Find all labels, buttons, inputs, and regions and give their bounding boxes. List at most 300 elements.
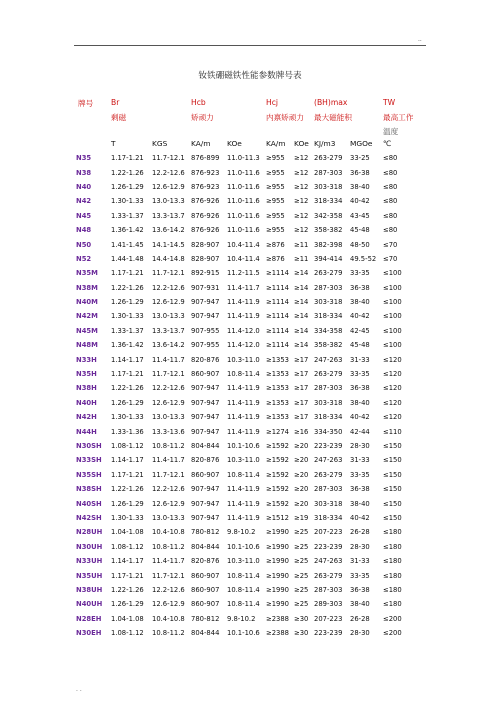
bhmax-mgoe-cell: 26-28 xyxy=(350,614,370,623)
table-row xyxy=(76,424,416,438)
header-br-cn: 剩磁 xyxy=(111,113,127,122)
br-tesla-cell: 1.17-1.21 xyxy=(111,154,144,163)
grade-cell: N33H xyxy=(76,355,97,364)
table-row xyxy=(76,439,416,453)
hcj-koe-cell: ≥16 xyxy=(294,427,309,436)
bhmax-mgoe-cell: 28-30 xyxy=(350,629,370,638)
hcb-kam-cell: 907-955 xyxy=(191,326,220,335)
max-temp-cell: ≤100 xyxy=(383,269,402,278)
hcb-koe-cell: 10.3-11.0 xyxy=(227,557,260,566)
hcb-kam-cell: 820-876 xyxy=(191,355,220,364)
bhmax-kjm3-cell: 289-303 xyxy=(314,600,343,609)
max-temp-cell: ≤100 xyxy=(383,298,402,307)
header-hcb: Hcb xyxy=(191,98,206,107)
table-row xyxy=(76,626,416,640)
bhmax-mgoe-cell: 36-38 xyxy=(350,168,370,177)
hcb-kam-cell: 876-923 xyxy=(191,168,220,177)
hcj-kam-cell: ≥1990 xyxy=(266,600,289,609)
br-kgs-cell: 12.6-12.9 xyxy=(152,499,185,508)
hcj-koe-cell: ≥20 xyxy=(294,499,309,508)
max-temp-cell: ≤80 xyxy=(383,197,398,206)
bhmax-kjm3-cell: 303-318 xyxy=(314,398,343,407)
max-temp-cell: ≤120 xyxy=(383,398,402,407)
hcb-koe-cell: 11.4-12.0 xyxy=(227,326,260,335)
br-kgs-cell: 11.4-11.7 xyxy=(152,456,185,465)
max-temp-cell: ≤180 xyxy=(383,585,402,594)
br-tesla-cell: 1.33-1.36 xyxy=(111,427,144,436)
max-temp-cell: ≤150 xyxy=(383,499,402,508)
table-row xyxy=(76,511,416,525)
hcj-kam-cell: ≥1990 xyxy=(266,585,289,594)
hcb-kam-cell: 804-844 xyxy=(191,629,220,638)
hcj-koe-cell: ≥12 xyxy=(294,154,309,163)
br-kgs-cell: 12.6-12.9 xyxy=(152,182,185,191)
hcj-koe-cell: ≥14 xyxy=(294,326,309,335)
bhmax-kjm3-cell: 263-279 xyxy=(314,571,343,580)
bhmax-kjm3-cell: 334-350 xyxy=(314,427,343,436)
br-kgs-cell: 11.4-11.7 xyxy=(152,355,185,364)
unit-hcj-kam: KA/m xyxy=(266,139,286,148)
header-hcb-cn: 矫顽力 xyxy=(191,113,214,122)
hcb-kam-cell: 876-923 xyxy=(191,182,220,191)
bhmax-kjm3-cell: 382-398 xyxy=(314,240,343,249)
document-title: 钕铁硼磁铁性能参数牌号表 xyxy=(198,71,302,81)
header-tw-cn-2: 温度 xyxy=(383,127,399,136)
br-kgs-cell: 11.7-12.1 xyxy=(152,370,185,379)
hcb-koe-cell: 10.4-11.4 xyxy=(227,240,260,249)
grade-cell: N35M xyxy=(76,269,98,278)
br-tesla-cell: 1.44-1.48 xyxy=(111,254,144,263)
hcj-kam-cell: ≥1592 xyxy=(266,456,289,465)
grade-cell: N40UH xyxy=(76,600,103,609)
grade-cell: N38 xyxy=(76,168,92,177)
hcb-koe-cell: 11.4-11.9 xyxy=(227,312,260,321)
hcb-koe-cell: 11.4-11.7 xyxy=(227,283,260,292)
table-row xyxy=(76,453,416,467)
bhmax-mgoe-cell: 36-38 xyxy=(350,485,370,494)
max-temp-cell: ≤70 xyxy=(383,240,398,249)
header-grade: 牌号 xyxy=(78,99,94,108)
hcj-koe-cell: ≥12 xyxy=(294,182,309,191)
br-tesla-cell: 1.26-1.29 xyxy=(111,182,144,191)
hcj-koe-cell: ≥14 xyxy=(294,298,309,307)
bhmax-mgoe-cell: 31-33 xyxy=(350,557,370,566)
br-kgs-cell: 13.6-14.2 xyxy=(152,226,185,235)
br-tesla-cell: 1.22-1.26 xyxy=(111,283,144,292)
hcb-koe-cell: 11.4-11.9 xyxy=(227,413,260,422)
max-temp-cell: ≤180 xyxy=(383,542,402,551)
header-mark: .. xyxy=(418,36,422,43)
br-kgs-cell: 10.8-11.2 xyxy=(152,542,185,551)
max-temp-cell: ≤120 xyxy=(383,413,402,422)
table-row xyxy=(76,180,416,194)
br-tesla-cell: 1.08-1.12 xyxy=(111,542,144,551)
hcb-koe-cell: 10.1-10.6 xyxy=(227,629,260,638)
hcj-koe-cell: ≥14 xyxy=(294,341,309,350)
hcb-kam-cell: 907-947 xyxy=(191,312,220,321)
br-tesla-cell: 1.14-1.17 xyxy=(111,456,144,465)
max-temp-cell: ≤100 xyxy=(383,326,402,335)
max-temp-cell: ≤150 xyxy=(383,442,402,450)
max-temp-cell: ≤80 xyxy=(383,211,398,220)
max-temp-cell: ≤100 xyxy=(383,312,402,321)
br-tesla-cell: 1.26-1.29 xyxy=(111,600,144,609)
grade-cell: N48M xyxy=(76,341,98,350)
hcj-koe-cell: ≥20 xyxy=(294,485,309,494)
br-kgs-cell: 13.3-13.6 xyxy=(152,427,185,436)
bhmax-kjm3-cell: 394-414 xyxy=(314,254,343,263)
hcj-koe-cell: ≥19 xyxy=(294,513,309,522)
grade-cell: N35 xyxy=(76,154,92,163)
bhmax-mgoe-cell: 40-42 xyxy=(350,513,370,522)
hcb-kam-cell: 907-947 xyxy=(191,413,220,422)
hcj-kam-cell: ≥876 xyxy=(266,240,285,249)
hcb-kam-cell: 828-907 xyxy=(191,240,220,249)
hcb-kam-cell: 876-899 xyxy=(191,154,220,163)
bhmax-mgoe-cell: 38-40 xyxy=(350,298,370,307)
table-row xyxy=(76,281,416,295)
hcb-koe-cell: 10.1-10.6 xyxy=(227,442,260,450)
hcj-koe-cell: ≥25 xyxy=(294,571,309,580)
grade-cell: N42M xyxy=(76,312,98,321)
grade-cell: N50 xyxy=(76,240,92,249)
bhmax-mgoe-cell: 33-35 xyxy=(350,269,370,278)
grade-cell: N48 xyxy=(76,226,92,235)
hcb-kam-cell: 780-812 xyxy=(191,614,220,623)
table-row xyxy=(76,583,416,597)
br-tesla-cell: 1.22-1.26 xyxy=(111,168,144,177)
br-tesla-cell: 1.26-1.29 xyxy=(111,298,144,307)
bhmax-mgoe-cell: 33-35 xyxy=(350,470,370,479)
hcb-kam-cell: 860-907 xyxy=(191,585,220,594)
br-tesla-cell: 1.04-1.08 xyxy=(111,614,144,623)
bhmax-mgoe-cell: 45-48 xyxy=(350,341,370,350)
bhmax-kjm3-cell: 247-263 xyxy=(314,557,343,566)
bhmax-mgoe-cell: 40-42 xyxy=(350,197,370,206)
br-kgs-cell: 12.2-12.6 xyxy=(152,585,185,594)
bhmax-kjm3-cell: 287-303 xyxy=(314,168,343,177)
max-temp-cell: ≤70 xyxy=(383,254,398,263)
bhmax-kjm3-cell: 223-239 xyxy=(314,442,343,450)
bhmax-mgoe-cell: 40-42 xyxy=(350,413,370,422)
hcj-koe-cell: ≥12 xyxy=(294,226,309,235)
hcb-kam-cell: 876-926 xyxy=(191,211,220,220)
bhmax-mgoe-cell: 42-45 xyxy=(350,326,370,335)
br-tesla-cell: 1.33-1.37 xyxy=(111,326,144,335)
hcj-kam-cell: ≥2388 xyxy=(266,629,289,638)
br-tesla-cell: 1.41-1.45 xyxy=(111,240,144,249)
table-row xyxy=(76,338,416,352)
max-temp-cell: ≤100 xyxy=(383,283,402,292)
table-row xyxy=(76,266,416,280)
hcj-koe-cell: ≥14 xyxy=(294,312,309,321)
bhmax-mgoe-cell: 38-40 xyxy=(350,182,370,191)
table-row xyxy=(76,151,416,165)
br-kgs-cell: 12.2-12.6 xyxy=(152,283,185,292)
hcb-koe-cell: 10.3-11.0 xyxy=(227,456,260,465)
br-tesla-cell: 1.30-1.33 xyxy=(111,197,144,206)
bhmax-kjm3-cell: 318-334 xyxy=(314,197,343,206)
bhmax-mgoe-cell: 28-30 xyxy=(350,542,370,551)
hcj-kam-cell: ≥1990 xyxy=(266,557,289,566)
hcb-koe-cell: 10.1-10.6 xyxy=(227,542,260,551)
max-temp-cell: ≤120 xyxy=(383,370,402,379)
hcj-kam-cell: ≥1990 xyxy=(266,542,289,551)
hcb-koe-cell: 10.8-11.4 xyxy=(227,571,260,580)
hcj-kam-cell: ≥955 xyxy=(266,226,285,235)
bhmax-kjm3-cell: 207-223 xyxy=(314,614,343,623)
br-tesla-cell: 1.22-1.26 xyxy=(111,585,144,594)
hcj-kam-cell: ≥876 xyxy=(266,254,285,263)
bhmax-mgoe-cell: 31-33 xyxy=(350,355,370,364)
max-temp-cell: ≤150 xyxy=(383,456,402,465)
table-row xyxy=(76,410,416,424)
table-row xyxy=(76,165,416,179)
bhmax-kjm3-cell: 287-303 xyxy=(314,283,343,292)
header-hcj: Hcj xyxy=(266,98,278,107)
hcj-kam-cell: ≥955 xyxy=(266,168,285,177)
hcj-kam-cell: ≥1512 xyxy=(266,513,289,522)
hcb-koe-cell: 10.4-11.4 xyxy=(227,254,260,263)
table-row xyxy=(76,237,416,251)
br-tesla-cell: 1.17-1.21 xyxy=(111,269,144,278)
hcb-kam-cell: 907-947 xyxy=(191,384,220,393)
hcj-kam-cell: ≥1990 xyxy=(266,571,289,580)
br-tesla-cell: 1.17-1.21 xyxy=(111,571,144,580)
hcj-kam-cell: ≥1990 xyxy=(266,528,289,537)
header-tw-cn: 最高工作 xyxy=(383,113,414,122)
hcj-koe-cell: ≥17 xyxy=(294,413,309,422)
bhmax-mgoe-cell: 43-45 xyxy=(350,211,370,220)
hcb-kam-cell: 907-947 xyxy=(191,398,220,407)
bhmax-kjm3-cell: 287-303 xyxy=(314,585,343,594)
bhmax-kjm3-cell: 358-382 xyxy=(314,226,343,235)
hcb-kam-cell: 804-844 xyxy=(191,542,220,551)
hcj-koe-cell: ≥30 xyxy=(294,629,309,638)
unit-hcb-koe: KOe xyxy=(227,139,242,148)
hcj-kam-cell: ≥2388 xyxy=(266,614,289,623)
hcj-kam-cell: ≥955 xyxy=(266,197,285,206)
hcb-koe-cell: 11.4-11.9 xyxy=(227,398,260,407)
table-row xyxy=(76,396,416,410)
bhmax-kjm3-cell: 263-279 xyxy=(314,470,343,479)
hcb-koe-cell: 9.8-10.2 xyxy=(227,528,256,537)
hcj-kam-cell: ≥1592 xyxy=(266,442,289,450)
hcj-kam-cell: ≥1592 xyxy=(266,499,289,508)
br-tesla-cell: 1.22-1.26 xyxy=(111,384,144,393)
grade-cell: N45M xyxy=(76,326,98,335)
hcj-kam-cell: ≥1114 xyxy=(266,341,289,350)
bhmax-kjm3-cell: 287-303 xyxy=(314,384,343,393)
br-kgs-cell: 13.0-13.3 xyxy=(152,312,185,321)
hcj-koe-cell: ≥30 xyxy=(294,614,309,623)
bhmax-kjm3-cell: 247-263 xyxy=(314,355,343,364)
max-temp-cell: ≤120 xyxy=(383,384,402,393)
max-temp-cell: ≤180 xyxy=(383,600,402,609)
hcj-koe-cell: ≥25 xyxy=(294,585,309,594)
bhmax-mgoe-cell: 45-48 xyxy=(350,226,370,235)
hcb-koe-cell: 11.4-11.9 xyxy=(227,384,260,393)
bhmax-kjm3-cell: 334-358 xyxy=(314,326,343,335)
br-kgs-cell: 13.0-13.3 xyxy=(152,413,185,422)
br-tesla-cell: 1.08-1.12 xyxy=(111,629,144,638)
bhmax-mgoe-cell: 40-42 xyxy=(350,312,370,321)
bhmax-mgoe-cell: 33-35 xyxy=(350,370,370,379)
bhmax-kjm3-cell: 263-279 xyxy=(314,370,343,379)
br-tesla-cell: 1.26-1.29 xyxy=(111,499,144,508)
bhmax-kjm3-cell: 318-334 xyxy=(314,413,343,422)
bhmax-mgoe-cell: 36-38 xyxy=(350,585,370,594)
br-tesla-cell: 1.33-1.37 xyxy=(111,211,144,220)
br-kgs-cell: 10.4-10.8 xyxy=(152,528,185,537)
bhmax-mgoe-cell: 38-40 xyxy=(350,600,370,609)
max-temp-cell: ≤80 xyxy=(383,168,398,177)
br-kgs-cell: 13.0-13.3 xyxy=(152,513,185,522)
hcj-koe-cell: ≥11 xyxy=(294,240,309,249)
hcb-koe-cell: 11.0-11.6 xyxy=(227,226,260,235)
br-kgs-cell: 12.6-12.9 xyxy=(152,298,185,307)
hcb-koe-cell: 11.4-12.0 xyxy=(227,341,260,350)
table-row xyxy=(76,496,416,510)
table-row xyxy=(76,554,416,568)
bhmax-kjm3-cell: 318-334 xyxy=(314,513,343,522)
max-temp-cell: ≤80 xyxy=(383,226,398,235)
hcb-koe-cell: 10.8-11.4 xyxy=(227,585,260,594)
bhmax-mgoe-cell: 33-35 xyxy=(350,571,370,580)
footer-mark: . . xyxy=(76,686,82,693)
unit-hcj-koe: KOe xyxy=(294,139,309,148)
header-bhmax-cn: 最大磁能积 xyxy=(314,113,352,122)
header-rule xyxy=(74,45,426,46)
hcj-kam-cell: ≥1114 xyxy=(266,269,289,278)
grade-cell: N30UH xyxy=(76,542,103,551)
br-kgs-cell: 12.2-12.6 xyxy=(152,485,185,494)
grade-cell: N30EH xyxy=(76,629,102,638)
hcj-kam-cell: ≥1353 xyxy=(266,398,289,407)
unit-br-t: T xyxy=(111,139,116,148)
grade-cell: N28UH xyxy=(76,528,103,537)
hcj-koe-cell: ≥25 xyxy=(294,528,309,537)
bhmax-kjm3-cell: 303-318 xyxy=(314,499,343,508)
br-tesla-cell: 1.30-1.33 xyxy=(111,312,144,321)
br-kgs-cell: 10.8-11.2 xyxy=(152,442,185,450)
br-kgs-cell: 14.1-14.5 xyxy=(152,240,185,249)
hcj-kam-cell: ≥1592 xyxy=(266,470,289,479)
hcj-koe-cell: ≥25 xyxy=(294,557,309,566)
hcb-koe-cell: 10.8-11.4 xyxy=(227,600,260,609)
br-tesla-cell: 1.08-1.12 xyxy=(111,442,144,450)
br-tesla-cell: 1.30-1.33 xyxy=(111,413,144,422)
br-kgs-cell: 11.7-12.1 xyxy=(152,470,185,479)
bhmax-kjm3-cell: 247-263 xyxy=(314,456,343,465)
header-br: Br xyxy=(111,98,120,107)
hcb-kam-cell: 907-947 xyxy=(191,513,220,522)
grade-cell: N52 xyxy=(76,254,92,263)
hcb-kam-cell: 860-907 xyxy=(191,571,220,580)
header-tw: TW xyxy=(383,98,396,107)
hcj-koe-cell: ≥17 xyxy=(294,398,309,407)
table-row xyxy=(76,295,416,309)
grade-cell: N35SH xyxy=(76,470,102,479)
hcb-koe-cell: 10.8-11.4 xyxy=(227,370,260,379)
br-kgs-cell: 12.6-12.9 xyxy=(152,600,185,609)
hcb-kam-cell: 907-947 xyxy=(191,427,220,436)
hcb-kam-cell: 860-907 xyxy=(191,370,220,379)
max-temp-cell: ≤180 xyxy=(383,528,402,537)
br-tesla-cell: 1.36-1.42 xyxy=(111,341,144,350)
grades-table xyxy=(76,151,416,640)
br-tesla-cell: 1.17-1.21 xyxy=(111,470,144,479)
hcj-koe-cell: ≥12 xyxy=(294,168,309,177)
grade-cell: N30SH xyxy=(76,442,102,450)
unit-tw-c: ℃ xyxy=(383,139,392,148)
br-kgs-cell: 11.7-12.1 xyxy=(152,269,185,278)
bhmax-mgoe-cell: 33-25 xyxy=(350,154,370,163)
hcj-kam-cell: ≥1353 xyxy=(266,355,289,364)
hcj-kam-cell: ≥1114 xyxy=(266,283,289,292)
hcb-kam-cell: 907-947 xyxy=(191,298,220,307)
bhmax-mgoe-cell: 49.5-52 xyxy=(350,254,377,263)
br-tesla-cell: 1.30-1.33 xyxy=(111,513,144,522)
br-kgs-cell: 12.6-12.9 xyxy=(152,398,185,407)
br-kgs-cell: 11.7-12.1 xyxy=(152,571,185,580)
unit-bh-kjm3: KJ/m3 xyxy=(314,139,336,148)
hcj-kam-cell: ≥1353 xyxy=(266,370,289,379)
hcj-kam-cell: ≥1592 xyxy=(266,485,289,494)
br-kgs-cell: 13.3-13.7 xyxy=(152,326,185,335)
grade-cell: N35UH xyxy=(76,571,103,580)
grade-cell: N33UH xyxy=(76,557,103,566)
hcb-koe-cell: 11.0-11.6 xyxy=(227,168,260,177)
unit-br-kgs: KGS xyxy=(152,139,168,148)
hcb-kam-cell: 804-844 xyxy=(191,442,220,450)
hcj-koe-cell: ≥14 xyxy=(294,283,309,292)
hcb-koe-cell: 9.8-10.2 xyxy=(227,614,256,623)
table-row xyxy=(76,324,416,338)
hcb-koe-cell: 11.2-11.5 xyxy=(227,269,260,278)
br-kgs-cell: 12.2-12.6 xyxy=(152,384,185,393)
unit-bh-mgoe: MGOe xyxy=(350,139,373,148)
table-row xyxy=(76,468,416,482)
grade-cell: N40SH xyxy=(76,499,102,508)
bhmax-kjm3-cell: 263-279 xyxy=(314,269,343,278)
hcb-kam-cell: 876-926 xyxy=(191,226,220,235)
hcj-koe-cell: ≥12 xyxy=(294,211,309,220)
hcj-kam-cell: ≥955 xyxy=(266,182,285,191)
br-kgs-cell: 13.0-13.3 xyxy=(152,197,185,206)
max-temp-cell: ≤200 xyxy=(383,629,402,638)
grade-cell: N44H xyxy=(76,427,97,436)
hcb-kam-cell: 876-926 xyxy=(191,197,220,206)
bhmax-mgoe-cell: 38-40 xyxy=(350,398,370,407)
unit-hcb-kam: KA/m xyxy=(191,139,211,148)
hcb-koe-cell: 11.0-11.6 xyxy=(227,182,260,191)
hcj-koe-cell: ≥17 xyxy=(294,384,309,393)
hcj-kam-cell: ≥1114 xyxy=(266,326,289,335)
grade-cell: N38H xyxy=(76,384,97,393)
hcj-koe-cell: ≥20 xyxy=(294,470,309,479)
table-row xyxy=(76,209,416,223)
hcb-kam-cell: 907-931 xyxy=(191,283,220,292)
bhmax-mgoe-cell: 28-30 xyxy=(350,442,370,450)
br-tesla-cell: 1.22-1.26 xyxy=(111,485,144,494)
grade-cell: N42SH xyxy=(76,513,102,522)
hcb-koe-cell: 11.4-11.9 xyxy=(227,499,260,508)
hcb-kam-cell: 907-955 xyxy=(191,341,220,350)
bhmax-mgoe-cell: 38-40 xyxy=(350,499,370,508)
table-row xyxy=(76,568,416,582)
hcb-koe-cell: 11.0-11.6 xyxy=(227,211,260,220)
